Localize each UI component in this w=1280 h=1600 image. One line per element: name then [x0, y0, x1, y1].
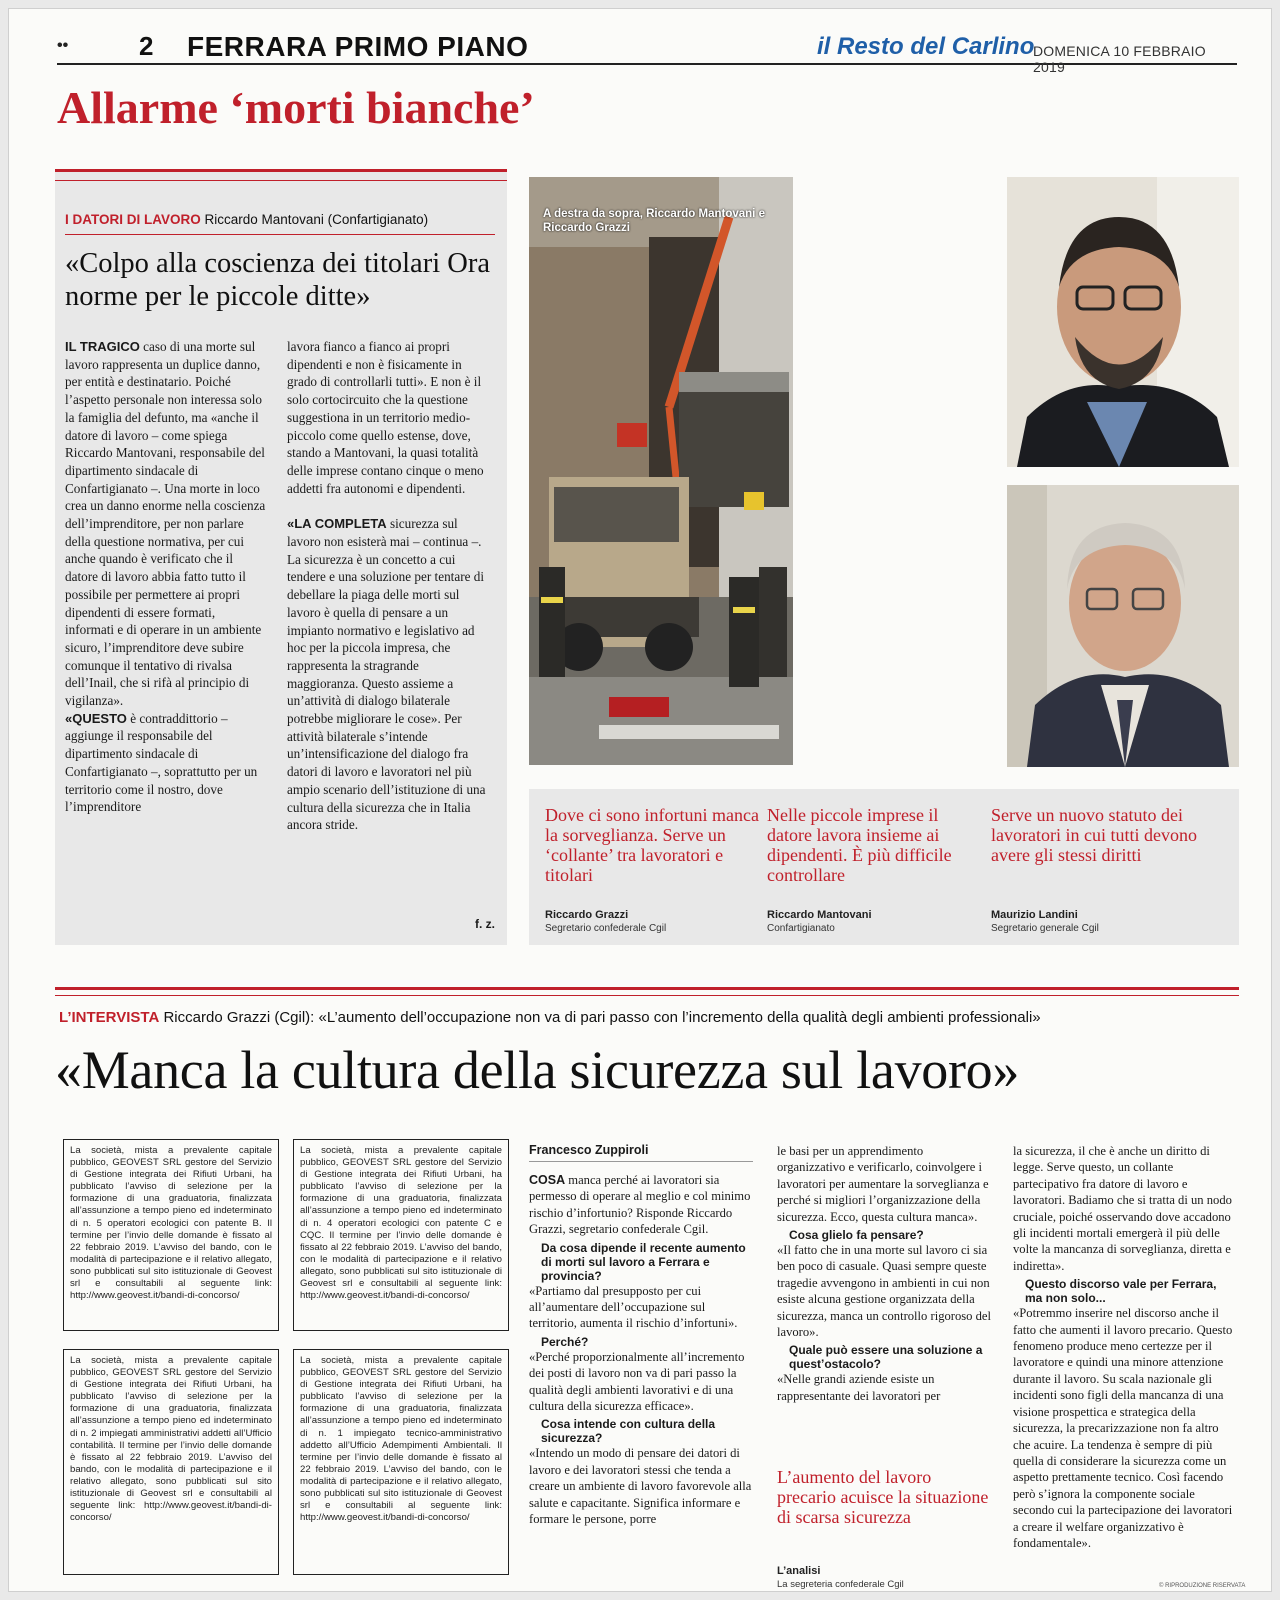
copyright-note: © RIPRODUZIONE RISERVATA [1159, 1583, 1246, 1589]
kicker-label: I DATORI DI LAVORO [65, 212, 201, 227]
interview-answer: «Il fatto che in una morte sul lavoro ci sia ben poco di casuale. Quasi sempre queste tragedie avvengono in ambienti in cui non esiste alcuna gestione organizzata della sicurezza, manca un controllo rigoroso del lavoro». [777, 1243, 992, 1340]
quote-role: Segretario confederale Cgil [545, 923, 667, 934]
lead-in: IL TRAGICO [65, 339, 140, 354]
quote-text: Nelle piccole imprese il datore lavora insieme ai dipendenti. È più difficile controllare [767, 805, 952, 885]
employers-article [55, 169, 507, 945]
page-number: 2 [139, 31, 154, 61]
paragraph: le basi per un apprendimento organizzativo e verificarlo, coinvolgere i lavoratori per aumentare la sorveglianza e perché si migliori l’organizzazione della sicurezza. Ecco, questa cultura manca». [777, 1144, 989, 1224]
divider [65, 234, 495, 235]
interview-answer: «Potremmo inserire nel discorso anche il fatto che aumenti il lavoro precario. Questo fenomeno produce meno certezze per il lavoratore e quindi una minore attenzione durante il lavoro. Su scala nazionale gli incidenti sono figli della mancanza di una visione prospettica e strategica della sicurezza, la precarizzazione non fa altro che acuire. La tendenza è sempre di più quella di considerare la sicurezza come un aspetto prettamente tecnico. Così facendo però s’ignora la componente sociale secondo cui la partecipazione dei lavoratori a creare il welfare organizzativo è fondamentale». [1013, 1306, 1233, 1550]
divider [55, 180, 507, 181]
paragraph: manca perché ai lavoratori sia permesso di operare al meglio e col minimo rischio d’infortunio? Risponde Riccardo Grazzi, segretario confederale Cgil. [529, 1173, 751, 1237]
quote-author: Maurizio Landini [991, 909, 1078, 921]
quote-role: Confartigianato [767, 923, 835, 934]
interview-answer: «Intendo un modo di pensare dei datori di lavoro e dei lavoratori stessi che tenda a creare un ambiente di lavoro favorevole alla salute e capacitante. Significa informare e formare le persone, porre [529, 1446, 752, 1527]
page-dots: •• [57, 37, 69, 54]
job-ad: La società, mista a prevalente capitale pubblico, GEOVEST SRL gestore del Servizio di Gestione integrata dei Rifiuti Urbani, ha pubblicato l’avviso di selezione per la formazione di una graduatoria, finalizzata all’assunzione a tempo pieno ed indeterminato di n. 4 operatori ecologici con patente C e CQC. Il termine per l’invio delle domande è fissato al 22 febbraio 2019. L’avviso del bando, con le modalità di partecipazione e il relativo allegato, sono pubblicati sul sito istituzionale di Geovest srl e consultabili al seguente link: http://www.geovest.it/bandi-di-concorso/ [293, 1139, 509, 1331]
kicker-text: Riccardo Grazzi (Cgil): «L’aumento dell’occupazione non va di pari passo con l’incremento della qualità degli ambienti professionali» [163, 1009, 1041, 1026]
divider [55, 995, 1239, 996]
photo-caption: A destra da sopra, Riccardo Mantovani e Riccardo Grazzi [543, 208, 765, 234]
section-title: FERRARA PRIMO PIANO [187, 31, 529, 62]
interview-answer: «Perché proporzionalmente all’incremento dei posti di lavoro non va di pari passo la qualità degli ambienti lavorativi e di una cultura della sicurezza efficace». [529, 1349, 745, 1414]
paragraph: lavora fianco a fianco ai propri dipendenti e non è fisicamente in grado di controllarli tutti». E non è il solo cortocircuito che la questione suggestiona in un territorio medio-piccolo come quello estense, dove, stando a Mantovani, la quasi totalità delle imprese contano cinque o meno addetti fra autonomi e dipendenti. [287, 339, 484, 496]
page-title: Allarme ‘morti bianche’ [57, 82, 535, 133]
interview-answer: «Partiamo dal presupposto per cui all’aumentare dell’occupazione sul territorio, aumenta il rischio d’infortuni». [529, 1283, 738, 1331]
interview-column-2 [777, 1143, 991, 1404]
author-initials: f. z. [475, 917, 495, 931]
interview-question: Questo discorso vale per Ferrara, ma non solo... [1025, 1277, 1217, 1306]
interview-question: Da cosa dipende il recente aumento di morti sul lavoro a Ferrara e provincia? [541, 1240, 746, 1283]
interview-question: Perché? [541, 1334, 589, 1349]
quote-author: Riccardo Mantovani [767, 909, 872, 921]
job-ad: La società, mista a prevalente capitale pubblico, GEOVEST SRL gestore del Servizio di Gestione integrata dei Rifiuti Urbani, ha pubblicato l’avviso di selezione per la formazione di una graduatoria, finalizzata all’assunzione a tempo pieno ed indeterminato di n. 5 operatori ecologici con patente B. Il termine per l’invio delle domande è fissato al 22 febbraio 2019. L’avviso del bando, con le modalità di partecipazione e il relativo allegato, sono pubblicati sul sito istituzionale di Geovest srl e consultabili al seguente link: http://www.geovest.it/bandi-di-concorso/ [63, 1139, 279, 1331]
job-ad: La società, mista a prevalente capitale pubblico, GEOVEST SRL gestore del Servizio di Gestione integrata dei Rifiuti Urbani, ha pubblicato l’avviso di selezione per la formazione di una graduatoria, finalizzata all’assunzione a tempo pieno ed indeterminato di n. 1 impiegato tecnico-amministrativo addetto all’Ufficio Adempimenti Ambientali. Il termine per l’invio delle domande è fissato al 22 febbraio 2019. L’avviso del bando, con le modalità di partecipazione e il relativo allegato, sono pubblicati sul sito istituzionale di Geovest srl e consultabili al seguente link: http://www.geovest.it/bandi-di-concorso/ [293, 1349, 509, 1575]
quote-role: Segretario generale Cgil [991, 923, 1099, 934]
accident-photo [529, 177, 793, 765]
quote-mantovani [767, 805, 983, 934]
portrait-grazzi [1007, 485, 1239, 767]
quote-text: Dove ci sono infortuni manca la sorveglianza. Serve un ‘collante’ tra lavoratori e titolari [545, 805, 759, 885]
interview-column-3 [1013, 1143, 1237, 1551]
kicker-label: L’INTERVISTA [59, 1009, 160, 1026]
portrait-illustration [1007, 485, 1239, 767]
analysis-label: L’analisi [777, 1565, 821, 1577]
masthead-logo: il Resto del Carlino [817, 33, 1035, 60]
page-header [57, 31, 1237, 75]
kicker-text: Riccardo Mantovani (Confartigianato) [204, 212, 429, 227]
article-kicker [65, 212, 428, 227]
byline: Francesco Zuppiroli [529, 1143, 753, 1162]
interview-headline: «Manca la cultura della sicurezza sul lavoro» [55, 1040, 1020, 1100]
paragraph: è contraddittorio – aggiunge il responsabile del dipartimento sindacale di Confartigianato –, soprattutto per un territorio come il nostro, dove l’imprenditore [65, 710, 258, 815]
interview-question: Cosa intende con cultura della sicurezza? [541, 1417, 716, 1446]
divider [55, 987, 1239, 990]
analysis-source: La segreteria confederale Cgil [777, 1579, 904, 1590]
job-ad: La società, mista a prevalente capitale pubblico, GEOVEST SRL gestore del Servizio di Gestione integrata dei Rifiuti Urbani, ha pubblicato l’avviso di selezione per la formazione di una graduatoria, finalizzata all’assunzione a tempo pieno ed indeterminato di n. 2 impiegati amministrativi addetti all’Ufficio contabilità. Il termine per l’invio delle domande è fissato al 22 febbraio 2019. L’avviso del bando, con le modalità di partecipazione e il relativo allegato, sono pubblicati sul sito istituzionale di Geovest srl e consultabili al seguente link: http://www.geovest.it/bandi-di-concorso/ [63, 1349, 279, 1575]
interview-answer: «Nelle grandi aziende esiste un rappresentante dei lavoratori per [777, 1372, 941, 1403]
interview-column-1 [529, 1143, 753, 1528]
quote-author: Riccardo Grazzi [545, 909, 629, 921]
issue-date: DOMENICA 10 FEBBRAIO 2019 [1033, 43, 1206, 75]
quotes-strip [529, 789, 1239, 945]
quote-landini [991, 805, 1207, 934]
article-column-2 [287, 338, 493, 834]
analysis-title: L’aumento del lavoro precario acuisce la situazione di scarsa sicurezza [777, 1467, 989, 1527]
paragraph: sicurezza sul lavoro non esisterà mai – continua –. La sicurezza è un concetto a cui tendere e una soluzione per tentare di debellare la piaga delle morti sul lavoro è quella di pensare a un impianto normativo e legislativo ad hoc per la piccola impresa, che rappresenta la stragrande maggioranza. Questo assieme a un’attività di dialogo bilaterale potrebbe migliorare le cose». Per attività bilaterale s’intende un’intensificazione del dialogo fra datori di lavoro e lavoratori nel più ampio scenario dell’istituzione di una cultura della sicurezza che in Italia ancora stride. [287, 516, 486, 833]
article-headline: «Colpo alla coscienza dei titolari Ora norme per le piccole ditte» [65, 248, 490, 312]
newspaper-page [8, 8, 1272, 1592]
paragraph: la sicurezza, il che è anche un diritto di legge. Serve questo, un collante partecipativo fra datore di lavoro e lavoratori. Badiamo che si tratta di un nodo cruciale, poiché osservando dove accadono gli incidenti mortali emergerà il più delle volte la mancanza di sorveglianza, diretta e indiretta». [1013, 1144, 1232, 1273]
article-column-1 [65, 338, 267, 816]
interview-question: Quale può essere una soluzione a quest’ostacolo? [789, 1343, 983, 1372]
lead-in: COSA [529, 1173, 566, 1187]
portrait-illustration [1007, 177, 1239, 467]
portrait-mantovani [1007, 177, 1239, 467]
interview-kicker [59, 1009, 1041, 1026]
paragraph: caso di una morte sul lavoro rappresenta un duplice danno, per entità e destinatario. Poiché l’aspetto personale non interessa solo la famiglia del defunto, ma «anche il datore di lavoro – come spiega Riccardo Mantovani, responsabile del dipartimento sindacale di Confartigianato –. Una morte in loco crea un danno enorme nella coscienza dell’imprenditore, per non parlare della questione normativa, per cui anche quando è verificato che il datore di lavoro abbia fatto tutto il possibile per permettere ai propri dipendenti di essere formati, informati e di operare in un ambiente sicuro, l’imprenditore deve subire comunque il tentativo di rivalsa dell’Inail, che si rifà al principio di vigilanza». [65, 339, 266, 709]
lead-in: «LA COMPLETA [287, 516, 387, 532]
accident-photo-illustration [529, 177, 793, 765]
quote-text: Serve un nuovo statuto dei lavoratori in cui tutti devono avere gli stessi diritti [991, 805, 1197, 865]
quote-grazzi [545, 805, 761, 934]
lead-in: «QUESTO [65, 710, 127, 726]
interview-question: Cosa glielo fa pensare? [789, 1228, 924, 1243]
